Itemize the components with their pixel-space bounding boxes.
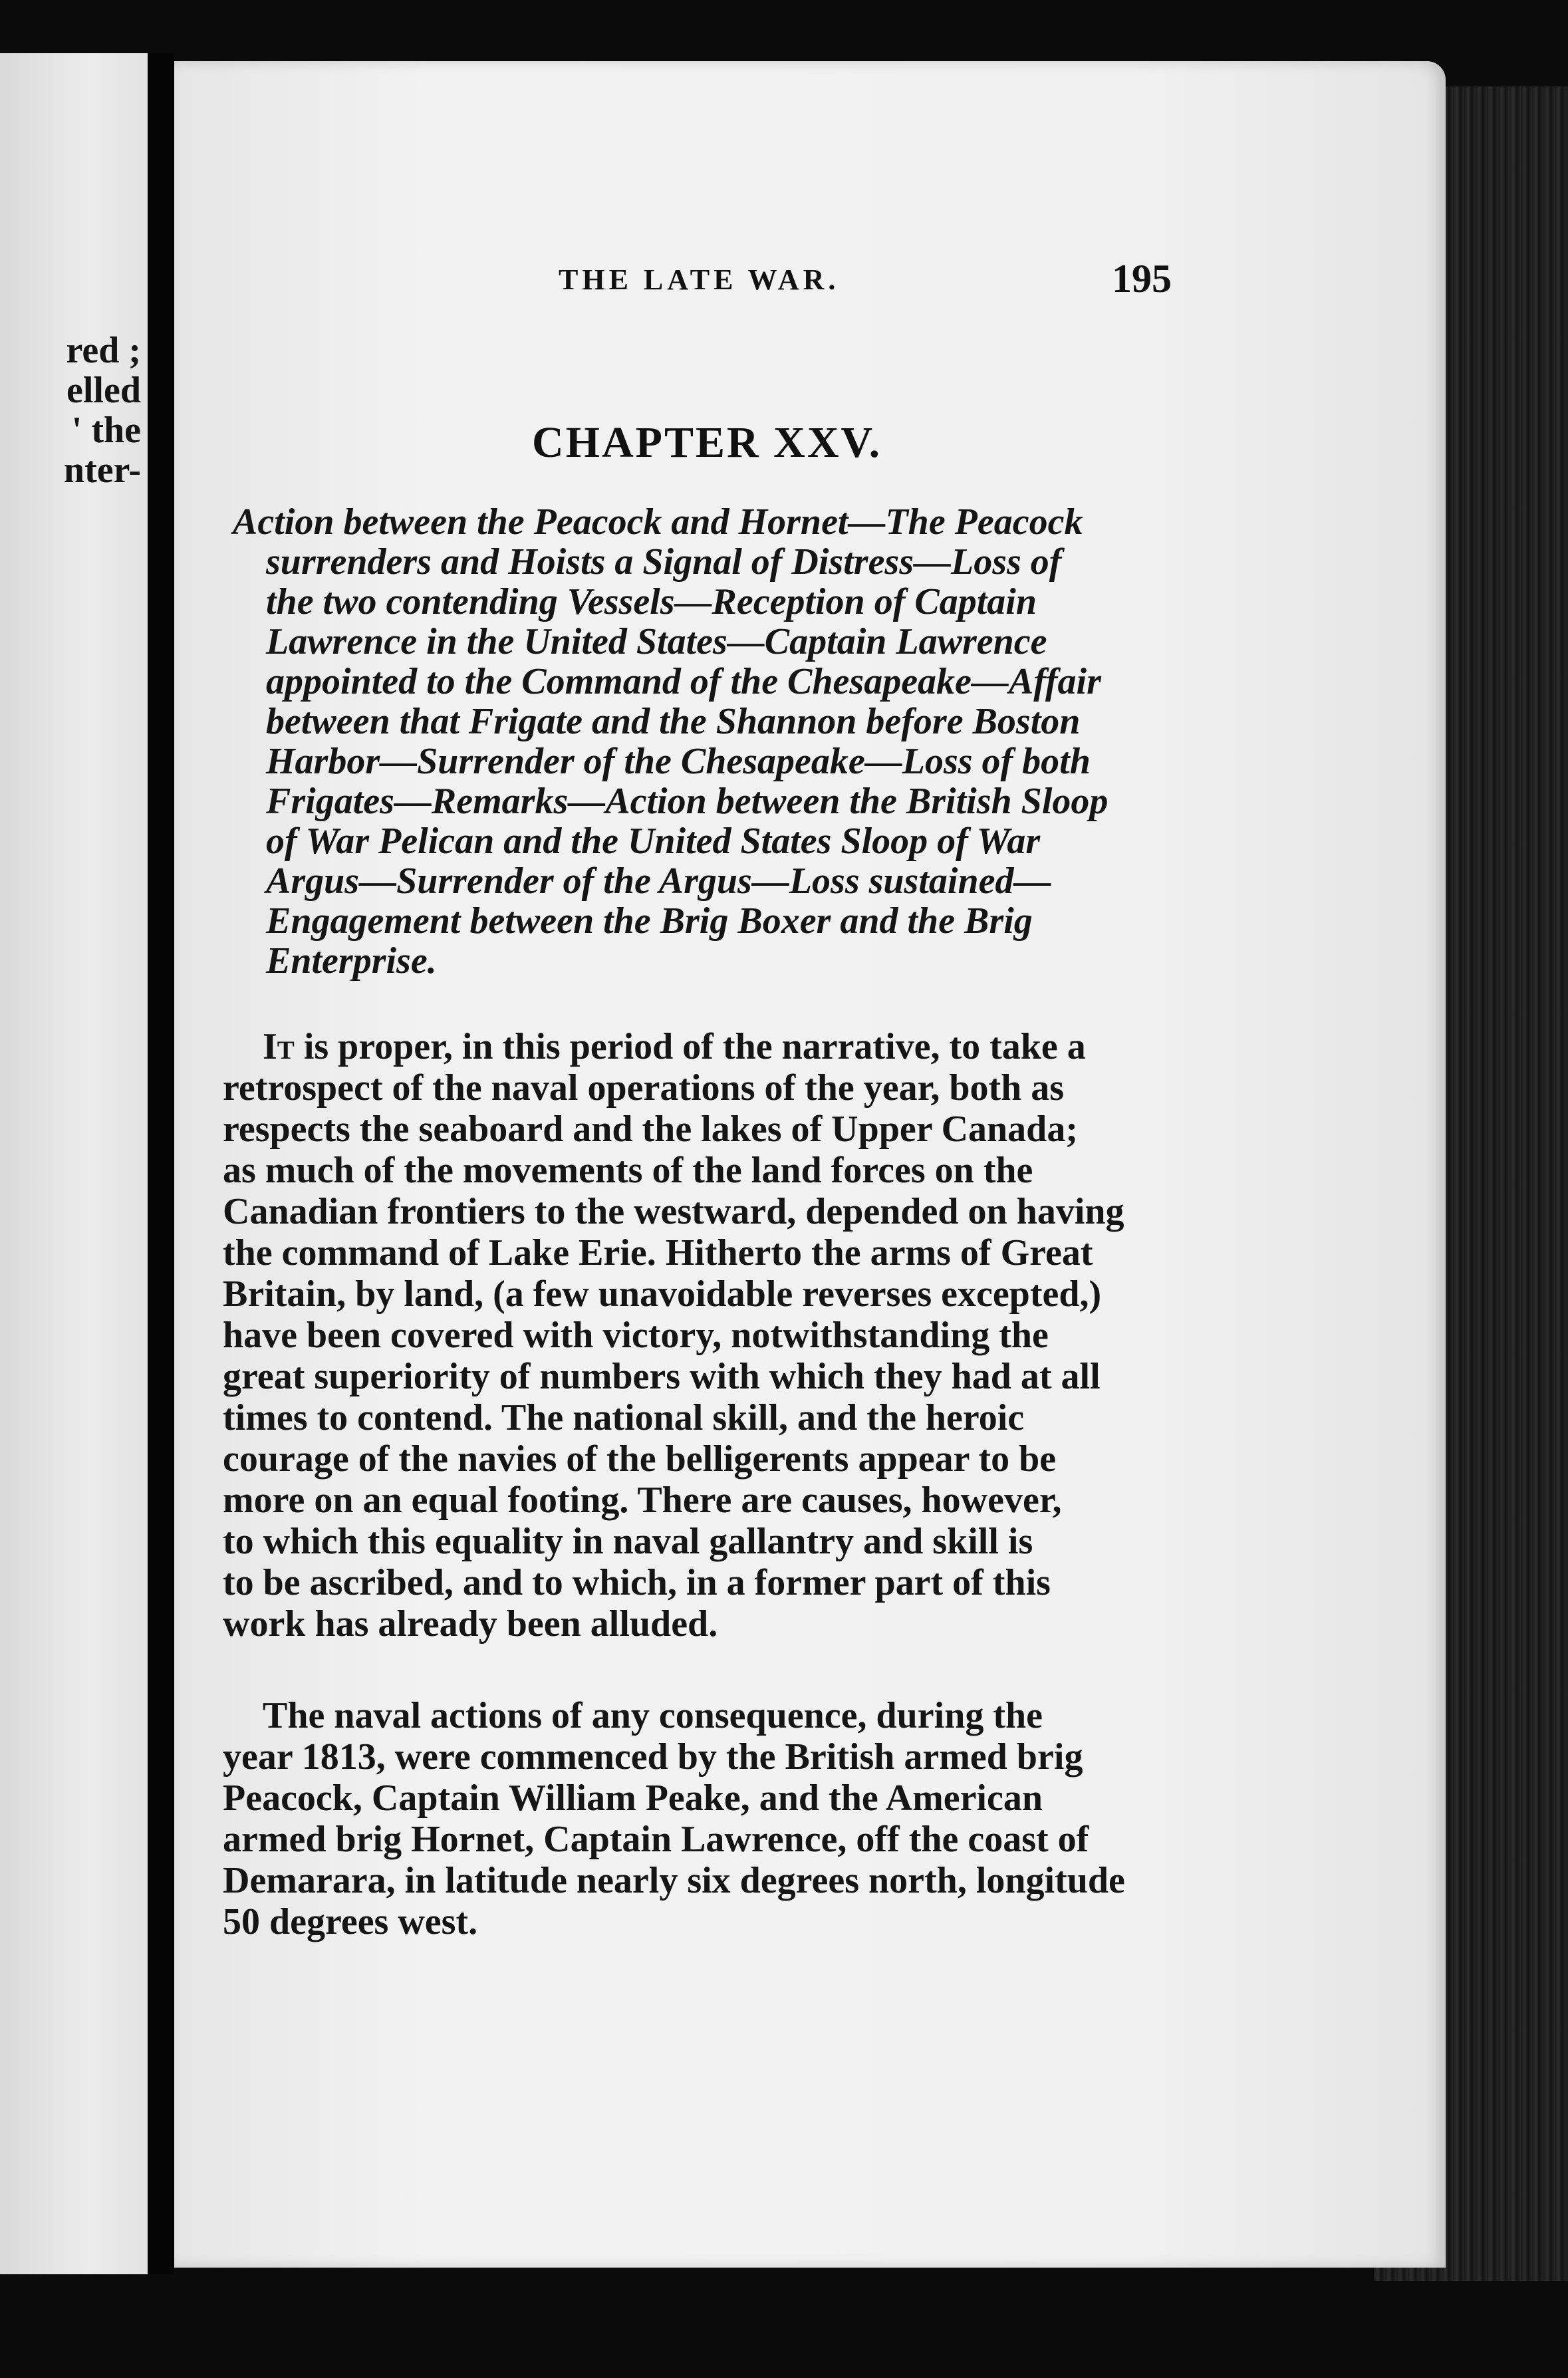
first-line-text: is proper, in this period of the narrative, to take a [294, 1026, 1086, 1067]
book-gutter [148, 53, 174, 2274]
paragraph-line: Britain, by land, (a few unavoidable reverses excepted,) [223, 1273, 1102, 1315]
summary-line: Lawrence in the United States—Captain Lawrence [266, 621, 1047, 662]
summary-line: surrenders and Hoists a Signal of Distress—Loss of [266, 541, 1062, 583]
facing-page-fragment: elled [66, 370, 141, 411]
paragraph-line: 50 degrees west. [223, 1901, 478, 1942]
paragraph-line: courage of the navies of the belligerents appear to be [223, 1438, 1057, 1480]
paragraph-line: the command of Lake Erie. Hitherto the arms of Great [223, 1232, 1093, 1273]
facing-page [0, 53, 148, 2274]
facing-page-fragment: nter- [63, 450, 141, 491]
paragraph-line: Peacock, Captain William Peake, and the American [223, 1778, 1043, 1819]
paragraph-line: to be ascribed, and to which, in a former part of this [223, 1562, 1051, 1603]
summary-line: Argus—Surrender of the Argus—Loss sustained— [266, 860, 1051, 902]
body-paragraph [223, 1026, 1167, 1645]
paragraph-line: times to contend. The national skill, and the heroic [223, 1397, 1025, 1438]
summary-line: of War Pelican and the United States Sloop of War [266, 821, 1041, 862]
summary-line: appointed to the Command of the Chesapeake—Affair [266, 661, 1101, 702]
running-head: THE LATE WAR. [559, 263, 840, 296]
paragraph-line: Canadian frontiers to the westward, depended on having [223, 1191, 1124, 1232]
paragraph-line: Demarara, in latitude nearly six degrees north, longitude [223, 1860, 1125, 1901]
chapter-summary [233, 502, 1170, 981]
paragraph-line: retrospect of the naval operations of the year, both as [223, 1067, 1065, 1109]
summary-line: Harbor—Surrender of the Chesapeake—Loss of both [266, 741, 1091, 782]
paragraph-line: to which this equality in naval gallantry and skill is [223, 1521, 1033, 1562]
drop-word: It [263, 1026, 295, 1067]
paragraph-line: more on an equal footing. There are causes, however, [223, 1480, 1062, 1521]
paragraph-line: armed brig Hornet, Captain Lawrence, off the coast of [223, 1819, 1089, 1860]
summary-line: Enterprise. [266, 940, 437, 982]
summary-line: Frigates—Remarks—Action between the British Sloop [266, 781, 1109, 822]
paragraph-line: respects the seaboard and the lakes of Upper Canada; [223, 1109, 1078, 1150]
summary-line: between that Frigate and the Shannon before Boston [266, 701, 1081, 742]
paragraph-line: great superiority of numbers with which they had at all [223, 1356, 1101, 1397]
body-paragraph [223, 1695, 1167, 1942]
summary-line: Engagement between the Brig Boxer and the Brig [266, 900, 1033, 942]
chapter-title: CHAPTER XXV. [532, 418, 882, 467]
page-number: 195 [1112, 257, 1172, 301]
facing-page-fragment: red ; [66, 330, 141, 371]
paragraph-line: have been covered with victory, notwithstanding the [223, 1315, 1049, 1356]
summary-line: Action between the Peacock and Hornet—The Peacock [233, 501, 1083, 543]
paragraph-line: work has already been alluded. [223, 1603, 718, 1645]
summary-line: the two contending Vessels—Reception of Captain [266, 581, 1037, 622]
paragraph-line: as much of the movements of the land forces on the [223, 1150, 1033, 1191]
paragraph-line [223, 1026, 1167, 1067]
paragraph-line: year 1813, were commenced by the British armed brig [223, 1736, 1083, 1778]
paragraph-line: The naval actions of any consequence, during the [263, 1695, 1043, 1736]
facing-page-fragment: ' the [71, 410, 141, 451]
